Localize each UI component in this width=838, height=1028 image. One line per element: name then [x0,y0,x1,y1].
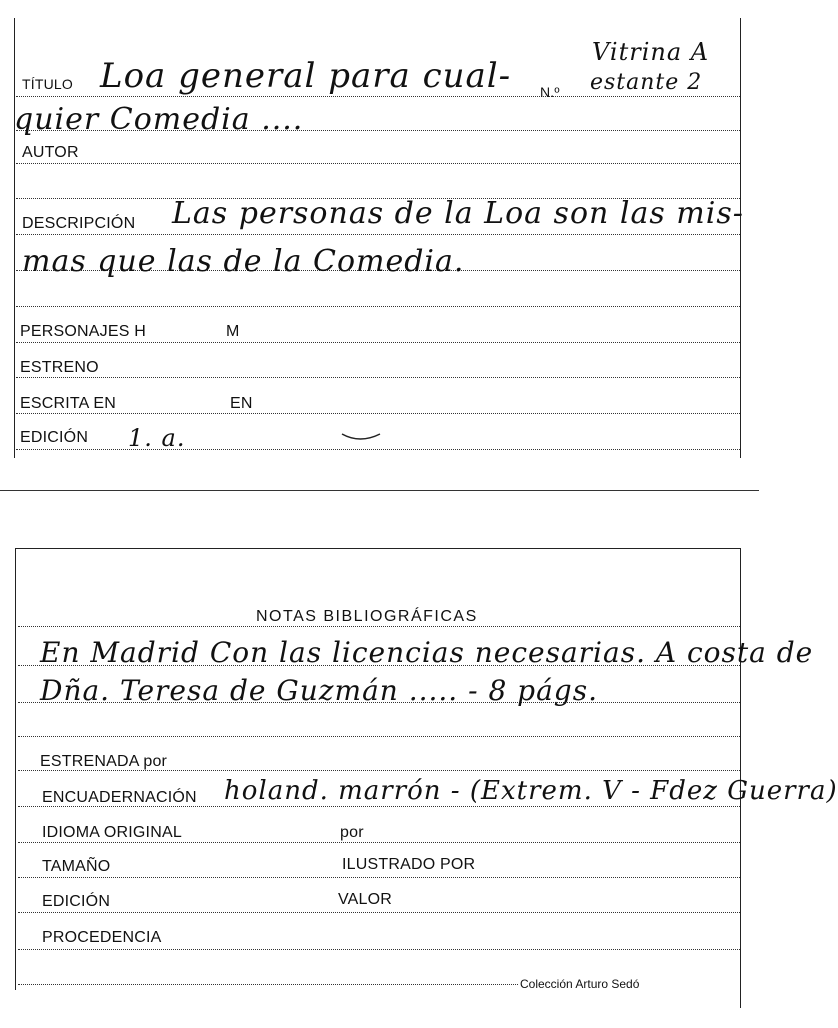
rule-estreno [16,377,740,378]
label-descripcion: DESCRIPCIÓN [22,215,136,232]
label-personajes-m: M [226,323,240,340]
rule-procedencia [18,949,740,950]
footer-coleccion: Colección Arturo Sedó [520,977,640,991]
rule-escrita [16,413,740,414]
rule-descripcion [16,234,740,235]
label-tamano: TAMAÑO [42,858,111,875]
handwritten-shelf-2: estante 2 [590,70,703,95]
rule-notas-1 [18,626,740,627]
handwritten-shelf-1: Vitrina A [592,38,710,66]
catalog-card-front [0,0,759,470]
card-left-border [14,18,15,458]
rule-bottom [18,984,518,985]
rule-personajes [16,342,740,343]
rule-notas-4 [18,736,740,737]
label-procedencia: PROCEDENCIA [42,929,162,946]
label-estreno: ESTRENO [20,359,99,376]
rule-idioma [18,842,740,843]
handwritten-encuadernacion: holand. marrón - (Extrem. V - Fdez Guerra) [224,776,838,806]
card-right-border [740,18,741,458]
label-escrita-en-2: EN [230,395,253,412]
heading-notas: NOTAS BIBLIOGRÁFICAS [256,608,478,625]
handwritten-titulo-1: Loa general para cual- [100,56,512,96]
label-numero: N.º [540,84,560,100]
stray-mark [340,428,384,444]
handwritten-notas-1: En Madrid Con las licencias necesarias. A costa de [40,636,814,669]
rule-autor [16,163,740,164]
label-ilustrado-por: ILUSTRADO POR [342,856,476,873]
label-idioma-original: IDIOMA ORIGINAL [42,824,182,841]
handwritten-notas-2: Dña. Teresa de Guzmán ..... - 8 págs. [40,674,598,707]
label-por: por [340,824,364,841]
card-top-border [16,548,740,549]
rule-edicion [18,912,740,913]
catalog-card-back [0,540,838,1028]
card-left-border [15,548,16,990]
label-autor: AUTOR [22,144,79,161]
label-estrenada-por: ESTRENADA por [40,753,168,770]
label-encuadernacion: ENCUADERNACIÓN [42,789,197,806]
rule-descripcion-3 [16,306,740,307]
handwritten-edicion: 1. a. [128,424,186,452]
rule-tamano [18,877,740,878]
label-personajes-h: PERSONAJES H [20,323,146,340]
label-edicion: EDICIÓN [42,893,111,910]
handwritten-descripcion-2: mas que las de la Comedia. [22,244,465,279]
label-escrita-en: ESCRITA EN [20,395,116,412]
label-titulo: TÍTULO [22,76,73,92]
handwritten-descripcion-1: Las personas de la Loa son las mis- [172,196,744,231]
rule-edicion [16,449,740,450]
rule-titulo [16,96,740,97]
card-separator [0,490,759,491]
label-valor: VALOR [338,891,393,908]
handwritten-titulo-2: quier Comedia .... [14,102,304,137]
label-edicion: EDICIÓN [20,429,89,446]
